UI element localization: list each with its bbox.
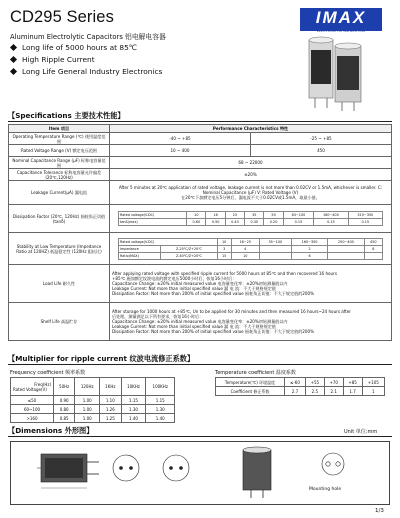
coef-value: 1 [362,387,384,396]
spec-value: 450 [250,145,391,157]
spec-label: Shelf Life 高温贮存 [9,303,110,341]
lt-row-title: Rated voltage(V.DC) [119,238,218,245]
spec-label: Capacitance Tolerance 标称电容量允许偏差(20℃,120Hz) [9,169,110,181]
spec-value: -25 ~ +85 [250,133,391,145]
lt-ratio: 8 [364,245,382,252]
dimension-drawing [10,441,390,505]
df-tan: 0.30 [245,219,264,226]
unit-label: Unit 单位:mm [344,429,378,435]
ripple-heading: 【Multiplier for ripple current 纹波电流修正系数】 [8,354,195,363]
freq-voltage: ≤50 [11,396,54,405]
temperature-coefficient-title: Temperature coefficient 温度系数 [215,370,296,376]
freq-value: 1.00 [75,396,100,405]
freq-voltage: >160 [11,414,54,423]
coef-value: 2.5 [305,387,324,396]
spec-label: Dissipation Factor (20℃, 120Hz) 损耗角正切值(tanδ) [9,205,110,233]
lt-ratio [328,252,364,259]
freq-value: 0.85 [54,414,75,423]
df-voltage: 315~350 [348,212,382,219]
spec-line: After storage for 1000 hours at +85℃, Un to be applied for 30 minutes and then measured 16 hours~24 hours after [112,309,351,314]
lt-ratio: 2 [291,245,327,252]
spec-label: Operating Temperature Range (℃) 使用温度范围 [9,133,110,145]
section-divider [8,121,392,122]
lt-voltage: 10 [217,238,231,245]
spec-value: -40 ~ +85 [110,133,251,145]
df-tan: 0.15 [283,219,313,226]
lt-voltage: 35~100 [259,238,291,245]
col-performance-header: Performance Characteristics 特性 [110,125,392,133]
lt-voltage: 250~400 [328,238,364,245]
spec-line: Capacitance Change: ±20% initial measured value 电容量变化率：±20%初始测量值以内 [112,319,288,324]
df-voltage: 160~400 [314,212,348,219]
page-title: CD295 Series [10,8,114,26]
mounting-hole-label: Mounting hole [309,487,342,492]
df-tan: 0.40 [225,219,244,226]
freq-header: 50Hz [54,378,75,396]
df-voltage: 16 [206,212,225,219]
diamond-bullet-icon [10,44,17,51]
df-tan: 0.20 [264,219,283,226]
col-item-header: Item 项目 [9,125,110,133]
temp-col: ≤-60 [285,378,306,387]
specifications-table [8,124,392,341]
lt-ratio [364,252,382,259]
spec-text-cn: 在20℃下加额定电压5分钟后，漏电流不大于0.02CV或1.5mA，取最小值。 [181,195,320,200]
spec-label: Stability at Low Temperature (Impedance Ratio at 120HZ) 低温稳定性 (120Hz 阻抗比) [9,233,110,265]
lt-ratio: 15 [217,252,231,259]
brand-logo: IMAX [300,8,382,31]
df-voltage: 63~100 [283,212,313,219]
spec-label: Nominal Capacitance Range (μF) 标称电容量范围 [9,157,110,169]
coefficient-label: Coefficient 修正系数 [216,387,285,396]
coef-value: 2.1 [324,387,343,396]
lt-ratio: 6 [291,252,327,259]
df-tan: 0.50 [206,219,225,226]
spec-line: Leakage Current: Not more than initial specified value 漏 电 流：不大于规格规定值 [112,324,276,329]
dissipation-factor-cell [110,205,392,233]
spec-label: Leakage Current(μA) 漏电流 [9,181,110,205]
lt-voltage: 16~25 [231,238,259,245]
spec-text: After 5 minutes at 20℃ application of rated voltage, leakage current is not more than 0.02CV or 1.5mA, whichever is smaller. C: Nominal Capacitance (μF) V: Rated Voltage (V) [118,185,383,195]
df-voltage: 50 [264,212,283,219]
df-voltage: 25 [225,212,244,219]
section-divider [8,436,392,437]
lt-ratio: 3 [217,245,231,252]
temp-col: +105 [362,378,384,387]
brand-logo-subtext: ELECTROLYTIC CAPACITORS [316,29,366,33]
freq-header: 10KHz [121,378,146,396]
freq-value: 0.90 [54,396,75,405]
freq-value: 1.00 [75,405,100,414]
freq-value: 1.26 [100,405,121,414]
spec-line: After applying rated voltage with specified ripple current for 5000 hours at 85℃ and then recovered 16 hours [112,271,337,276]
freq-value: 1.30 [146,405,175,414]
shelf-life-cell [110,303,392,341]
lt-ratio [259,252,291,259]
lt-ratio [328,245,364,252]
freq-header: 100KHz [146,378,175,396]
specifications-heading: 【Specifications 主要技术性能】 [8,111,125,120]
spec-value: ±20% [110,169,392,181]
low-temp-cell [110,233,392,265]
leakage-current-cell [110,181,392,205]
spec-line: Dissipation Factor: Not more than 200% of initial specified value 损耗角正切值：不大于规定值的200% [112,291,315,296]
capacitor-product-image [305,36,365,112]
freq-value: 0.80 [54,405,75,414]
dissipation-factor-table [118,211,383,226]
dimension-drawing-svg [11,442,389,504]
low-temp-table [118,238,383,260]
temp-col: +85 [343,378,362,387]
freq-value: 1.30 [121,405,146,414]
dimensions-heading: 【Dimensions 外形图】 [8,426,94,435]
freq-value: 1.40 [121,414,146,423]
feature-item: Long life of 5000 hours at 85℃ [10,43,137,52]
diamond-bullet-icon [10,56,17,63]
lt-row-title: Impedance [119,245,161,252]
freq-value: 1.25 [100,414,121,423]
freq-header: 120Hz [75,378,100,396]
temp-col: +70 [324,378,343,387]
freq-value: 1.10 [100,396,121,405]
freq-voltage: 60~100 [11,405,54,414]
load-life-cell [110,265,392,303]
lt-ratio: 4 [231,245,259,252]
spec-line: Leakage Current: Not more than initial specified value 漏 电 流：不大于规格规定值 [112,286,276,291]
df-row-title: tanδ(max) [119,219,187,226]
coef-value: 2.7 [285,387,306,396]
df-row-title: Rated voltage(V.DC) [119,212,187,219]
spec-label: Load Life 耐久性 [9,265,110,303]
df-tan: 0.15 [348,219,382,226]
freq-value: 1.15 [146,396,175,405]
section-divider [8,364,392,365]
corner-top-label: Freq(Hz) [34,381,51,387]
coef-value: 1.7 [343,387,362,396]
freq-header: 1KHz [100,378,121,396]
freq-value: 1.00 [75,414,100,423]
lt-temp: Z-40℃/Z+20℃ [161,252,217,259]
corner-bottom-label: Rated Voltage(V) [13,386,47,392]
df-voltage: 10 [187,212,206,219]
spec-line: Dissipation Factor: Not more than 200% of initial specified value 损耗角正切值：不大于规定值的200% [112,329,315,334]
frequency-coefficient-title: Frequency coefficient 频率系数 [10,370,86,376]
df-tan: 0.60 [187,219,206,226]
spec-line: +85℃ 施加额定纹波电流的额定电压5000小时后，恢复16小时后： [112,276,237,281]
lt-temp: Z-25℃/Z+20℃ [161,245,217,252]
feature-item: High Ripple Current [10,55,95,64]
lt-ratio: 10 [231,252,259,259]
diamond-bullet-icon [10,68,17,75]
frequency-coefficient-table [10,377,175,423]
lt-voltage: 450 [364,238,382,245]
freq-value: 1.15 [121,396,146,405]
freq-value: 1.40 [146,414,175,423]
spec-value: 68 ~ 22000 [110,157,392,169]
lt-row-title: Ratio(MAX) [119,252,161,259]
lt-ratio [259,245,291,252]
temperature-coefficient-table [215,377,385,396]
spec-value: 10 ~ 400 [110,145,251,157]
spec-label: Rated Voltage Range (V) 额定电压范围 [9,145,110,157]
spec-line: 后处理，测量满足以下所有要求，恢复16小时后： [112,314,204,319]
freq-corner-cell [11,378,54,396]
df-voltage: 35 [245,212,264,219]
temp-header-label: Temperature(℃) 环境温度 [216,378,285,387]
feature-item: Long Life General Industry Electronics [10,67,162,76]
df-tan: 0.15 [314,219,348,226]
page-subtitle: Aluminum Electrolytic Capacitors 铝电解电容器 [10,33,166,41]
lt-voltage: 160~350 [291,238,327,245]
spec-line: Capacitance Change: ±20% initial measured value 电容量变化率：±20%初始测量值以内 [112,281,288,286]
temp-col: +55 [305,378,324,387]
page-number: 1/3 [375,508,384,514]
